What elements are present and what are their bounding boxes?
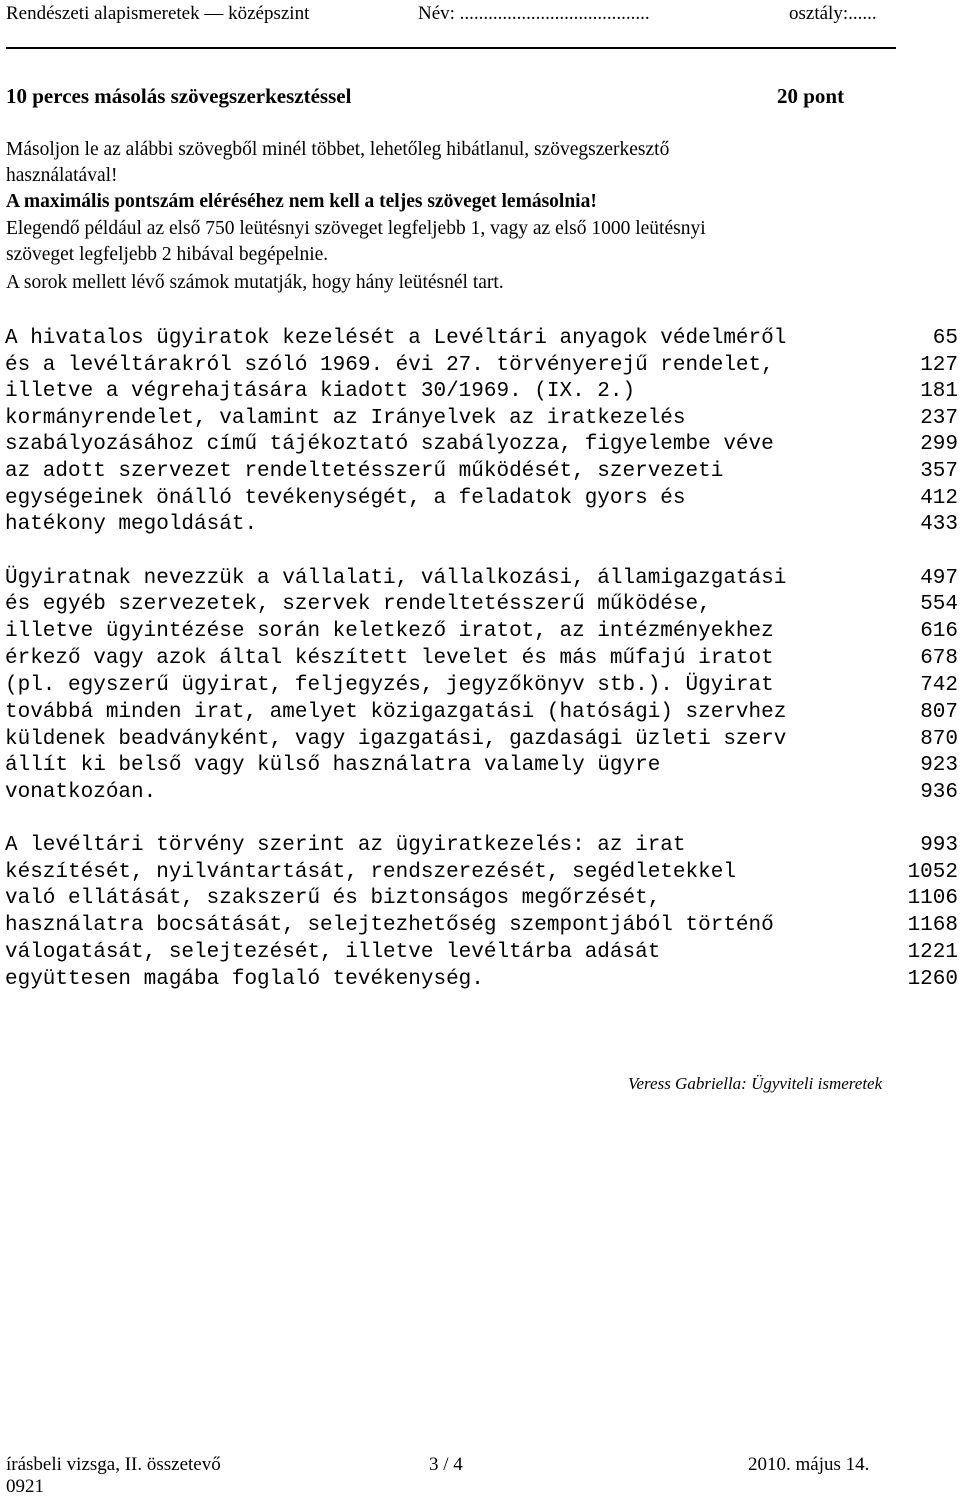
keystroke-count: 1168 <box>907 914 958 937</box>
copy-text-line: az adott szervezet rendeltetésszerű működését, szervezeti <box>5 460 724 483</box>
instruction-line: Elegendő például az első 750 leütésnyi szöveget legfeljebb 1, vagy az első 1000 leütésnyi <box>6 218 706 239</box>
instruction-line-bold: A maximális pontszám eléréséhez nem kell a teljes szöveget lemásolnia! <box>6 191 597 212</box>
copy-text-line: A levéltári törvény szerint az ügyiratkezelés: az irat <box>5 834 686 857</box>
copy-text-line: együttesen magába foglaló tevékenység. <box>5 968 484 991</box>
keystroke-count: 1106 <box>907 887 958 910</box>
instruction-line: Másoljon le az alábbi szövegből minél többet, lehetőleg hibátlanul, szövegszerkesztő <box>6 139 670 160</box>
keystroke-count: 936 <box>920 781 958 804</box>
copy-text-line: érkező vagy azok által készített levelet és más műfajú iratot <box>5 647 774 670</box>
keystroke-count: 993 <box>920 834 958 857</box>
copy-text-line: állít ki belső vagy külső használatra valamely ügyre <box>5 754 661 777</box>
keystroke-count: 65 <box>932 327 958 350</box>
keystroke-count: 616 <box>920 620 958 643</box>
copy-text-line: és egyéb szervezetek, szervek rendeltetésszerű működése, <box>5 593 711 616</box>
copy-text-line: válogatását, selejtezését, illetve levéltárba adását <box>5 941 661 964</box>
copy-text-line: Ügyiratnak nevezzük a vállalati, vállalkozási, államigazgatási <box>5 567 787 590</box>
instruction-line: A sorok mellett lévő számok mutatják, hogy hány leütésnél tart. <box>6 272 504 293</box>
keystroke-count: 870 <box>920 728 958 751</box>
keystroke-count: 554 <box>920 593 958 616</box>
copy-text-line: kormányrendelet, valamint az Irányelvek az iratkezelés <box>5 407 686 430</box>
copy-text-line: továbbá minden irat, amelyet közigazgatási (hatósági) szervhez <box>5 701 787 724</box>
copy-text-line: vonatkozóan. <box>5 781 157 804</box>
copy-text-line: egységeinek önálló tevékenységét, a feladatok gyors és <box>5 487 686 510</box>
keystroke-count: 1052 <box>907 861 958 884</box>
header-name-field: Név: ........................................ <box>418 3 650 24</box>
keystroke-count: 433 <box>920 513 958 536</box>
keystroke-count: 497 <box>920 567 958 590</box>
task-points: 20 pont <box>777 84 845 108</box>
copy-text-line: való ellátását, szakszerű és biztonságos megőrzését, <box>5 887 661 910</box>
keystroke-count: 127 <box>920 354 958 377</box>
copy-text-line: hatékony megoldását. <box>5 513 258 536</box>
keystroke-count: 1221 <box>907 941 958 964</box>
keystroke-count: 923 <box>920 754 958 777</box>
copy-text-line: szabályozásához című tájékoztató szabályozza, figyelembe véve <box>5 433 774 456</box>
keystroke-count: 742 <box>920 674 958 697</box>
keystroke-count: 181 <box>920 380 958 403</box>
keystroke-count: 357 <box>920 460 958 483</box>
keystroke-count: 237 <box>920 407 958 430</box>
copy-text-line: illetve a végrehajtására kiadott 30/1969. (IX. 2.) <box>5 380 636 403</box>
header-rule <box>6 47 896 49</box>
copy-text-line: és a levéltárakról szóló 1969. évi 27. törvényerejű rendelet, <box>5 354 774 377</box>
footer-date: 2010. május 14. <box>748 1454 870 1475</box>
copy-text-line: készítését, nyilvántartását, rendszerezését, segédletekkel <box>5 861 736 884</box>
source-citation: Veress Gabriella: Ügyviteli ismeretek <box>628 1074 883 1093</box>
keystroke-count: 807 <box>920 701 958 724</box>
footer-exam-label: írásbeli vizsga, II. összetevő <box>6 1454 221 1475</box>
copy-text-line: A hivatalos ügyiratok kezelését a Levéltári anyagok védelméről <box>5 327 787 350</box>
task-title: 10 perces másolás szövegszerkesztéssel <box>6 84 352 108</box>
keystroke-count: 412 <box>920 487 958 510</box>
instruction-line: szöveget legfeljebb 2 hibával begépelnie. <box>6 244 329 265</box>
copy-text-line: (pl. egyszerű ügyirat, feljegyzés, jegyzőkönyv stb.). Ügyirat <box>5 674 774 697</box>
footer-code: 0921 <box>6 1476 44 1497</box>
keystroke-count: 1260 <box>907 968 958 991</box>
copy-text-line: küldenek beadványként, vagy igazgatási, gazdasági üzleti szerv <box>5 728 787 751</box>
copy-text-line: használatra bocsátását, selejtezhetőség szempontjából történő <box>5 914 774 937</box>
footer-page-number: 3 / 4 <box>429 1454 463 1475</box>
keystroke-count: 678 <box>920 647 958 670</box>
header-subject: Rendészeti alapismeretek — középszint <box>6 3 310 24</box>
copy-text-line: illetve ügyintézése során keletkező iratot, az intézményekhez <box>5 620 774 643</box>
header-class-field: osztály:...... <box>789 3 877 24</box>
instruction-line: használatával! <box>6 165 118 186</box>
keystroke-count: 299 <box>920 433 958 456</box>
